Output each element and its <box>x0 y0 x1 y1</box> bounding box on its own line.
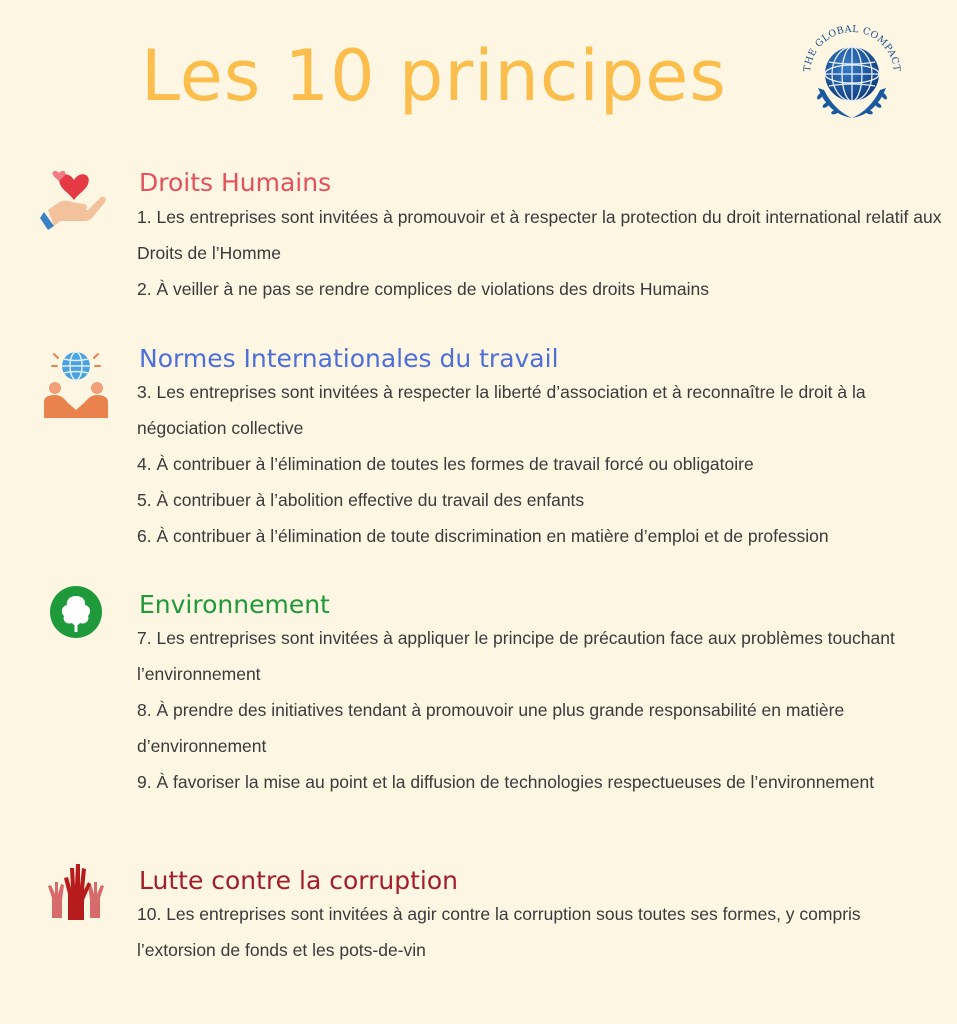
principle-item: 1. Les entreprises sont invitées à promouvoir et à respecter la protection du droit international relatif aux Droits de l’Homme <box>137 207 942 263</box>
principles-list <box>137 620 942 800</box>
section-heading: Lutte contre la corruption <box>139 866 458 895</box>
heart-in-hand-icon <box>40 160 112 232</box>
principle-item: 7. Les entreprises sont invitées à appliquer le principe de précaution face aux problèmes touchant l’environnement <box>137 628 895 684</box>
raised-hands-icon <box>40 856 112 928</box>
principle-item: 6. À contribuer à l’élimination de toute discrimination en matière d’emploi et de profession <box>137 526 829 546</box>
people-globe-icon <box>40 346 112 418</box>
principle-item: 3. Les entreprises sont invitées à respecter la liberté d’association et à reconnaître le droit à la négociation collective <box>137 382 866 438</box>
principle-item: 2. À veiller à ne pas se rendre complices de violations des droits Humains <box>137 279 709 299</box>
principles-list <box>137 199 942 307</box>
principle-item: 10. Les entreprises sont invitées à agir contre la corruption sous toutes ses formes, y compris l’extorsion de fonds et les pots-de-vin <box>137 904 861 960</box>
section-heading: Normes Internationales du travail <box>139 344 559 373</box>
section-heading: Environnement <box>139 590 330 619</box>
svg-text:THE GLOBAL COMPACT: THE GLOBAL COMPACT <box>801 23 903 73</box>
principle-item: 4. À contribuer à l’élimination de toutes les formes de travail forcé ou obligatoire <box>137 454 754 474</box>
page-title: Les 10 principes <box>141 35 727 117</box>
principle-item: 9. À favoriser la mise au point et la diffusion de technologies respectueuses de l’environnement <box>137 772 875 792</box>
principles-list <box>137 896 942 968</box>
principle-item: 5. À contribuer à l’abolition effective du travail des enfants <box>137 490 585 510</box>
section-heading: Droits Humains <box>139 168 332 197</box>
global-compact-logo <box>798 18 906 126</box>
principle-item: 8. À prendre des initiatives tendant à promouvoir une plus grande responsabilité en matière d’environnement <box>137 700 845 756</box>
tree-icon <box>40 584 112 656</box>
principles-list <box>137 374 942 554</box>
